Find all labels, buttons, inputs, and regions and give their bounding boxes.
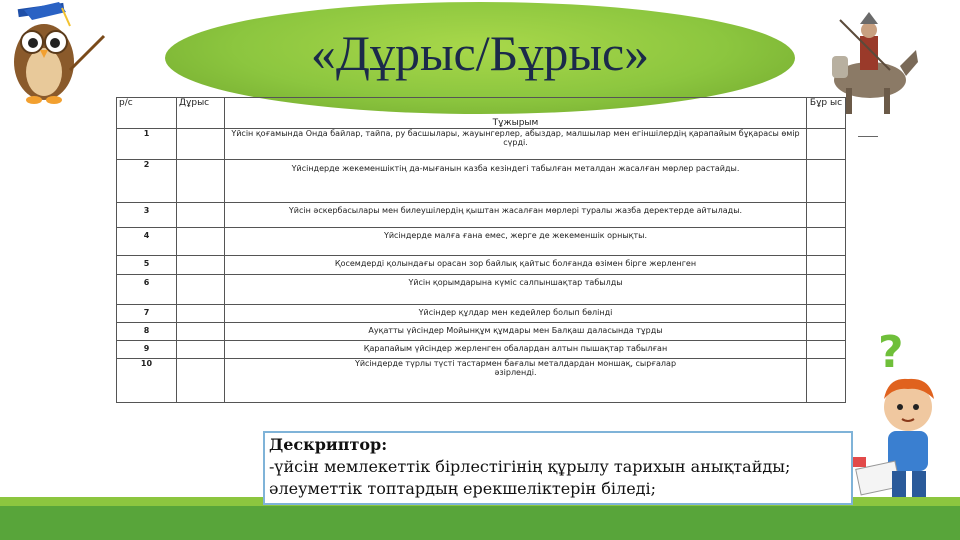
no-cell[interactable] xyxy=(807,323,846,341)
statement-text: Үйсін қоғамында Онда байлар, тайпа, ру басшылары, жауынгерлер, абыздар, малшылар мен егіншілердің қарапайым бұқарасы өмір сүрді. xyxy=(225,129,807,160)
svg-text:?: ? xyxy=(878,327,904,378)
row-number: 1 xyxy=(117,129,177,160)
statement-text: Үйсіндерде жекеменшіктің да-мығанын казба кезіндегі табылған металдан жасалған мөрлер растайды. xyxy=(225,160,807,203)
yes-cell[interactable] xyxy=(177,203,225,228)
row-number: 7 xyxy=(117,305,177,323)
no-cell[interactable] xyxy=(807,228,846,256)
no-cell[interactable] xyxy=(807,305,846,323)
row-number: 8 xyxy=(117,323,177,341)
yes-cell[interactable] xyxy=(177,341,225,359)
no-cell[interactable] xyxy=(807,160,846,203)
descriptor-line-1: -үйсін мемлекеттік бірлестігінің құрылу тарихын анықтайды; xyxy=(269,457,791,476)
yes-cell[interactable] xyxy=(177,305,225,323)
footer-bar xyxy=(0,506,960,540)
table-row xyxy=(117,323,846,341)
table-row xyxy=(117,275,846,305)
descriptor-box xyxy=(263,431,853,505)
yes-cell[interactable] xyxy=(177,129,225,160)
statement-text: Үйсіндерде малға ғана емес, жерге де жекеменшік орнықты. xyxy=(225,228,807,256)
yes-cell[interactable] xyxy=(177,275,225,305)
row-number: 6 xyxy=(117,275,177,305)
statement-text: Қосемдерді қолындағы орасан зор байлық қайтыс болғанда өзімен бірге жерленген xyxy=(225,256,807,275)
table-row xyxy=(117,203,846,228)
statement-text: Ауқатты үйсіндер Мойынқұм құмдары мен Балқаш даласында тұрды xyxy=(225,323,807,341)
yes-cell[interactable] xyxy=(177,323,225,341)
no-cell[interactable] xyxy=(807,256,846,275)
boy-question-mark-illustration xyxy=(848,325,960,500)
owl-teacher-illustration xyxy=(4,0,114,110)
descriptor-heading: Дескриптор: xyxy=(269,435,388,454)
page-title: «Дұрыс/Бұрыс» xyxy=(310,25,650,81)
table-row xyxy=(117,228,846,256)
row-number: 9 xyxy=(117,341,177,359)
statement-text: Үйсіндерде түрлы түсті тастармен бағалы металдардан моншақ, сырғалар әзірленді. xyxy=(225,359,807,403)
no-cell[interactable] xyxy=(807,275,846,305)
header-yes: Дұрыс xyxy=(177,98,225,129)
header-no: Бұр ыс xyxy=(807,98,846,129)
header-num: р/с xyxy=(117,98,177,129)
table-row xyxy=(117,359,846,403)
no-cell[interactable] xyxy=(807,129,846,160)
yes-cell[interactable] xyxy=(177,359,225,403)
statement-table xyxy=(116,97,846,403)
yes-cell[interactable] xyxy=(177,228,225,256)
yes-cell[interactable] xyxy=(177,256,225,275)
row-number: 10 xyxy=(117,359,177,403)
yes-cell[interactable] xyxy=(177,160,225,203)
no-cell[interactable] xyxy=(807,359,846,403)
table-row xyxy=(117,341,846,359)
table-row xyxy=(117,305,846,323)
row-number: 2 xyxy=(117,160,177,203)
no-cell[interactable] xyxy=(807,203,846,228)
table-row xyxy=(117,160,846,203)
no-cell[interactable] xyxy=(807,341,846,359)
row-number: 3 xyxy=(117,203,177,228)
statement-text: Үйсіндер құлдар мен кедейлер болып бөлінді xyxy=(225,305,807,323)
statement-text: Үйсін әскербасылары мен билеушілердің қыштан жасалған мөрлері туралы жазба деректерде айтылады. xyxy=(225,203,807,228)
table-row xyxy=(117,129,846,160)
statement-text: Қарапайым үйсіндер жерленген обалардан алтын пышақтар табылған xyxy=(225,341,807,359)
header-statement: Тұжырым xyxy=(225,98,807,129)
statement-text: Үйсін қорымдарына күміс салпыншақтар табылды xyxy=(225,275,807,305)
table-row xyxy=(117,256,846,275)
row-number: 5 xyxy=(117,256,177,275)
divider xyxy=(858,136,878,137)
descriptor-line-2: әлеуметтік топтардың ерекшеліктерін біледі; xyxy=(269,479,657,498)
row-number: 4 xyxy=(117,228,177,256)
